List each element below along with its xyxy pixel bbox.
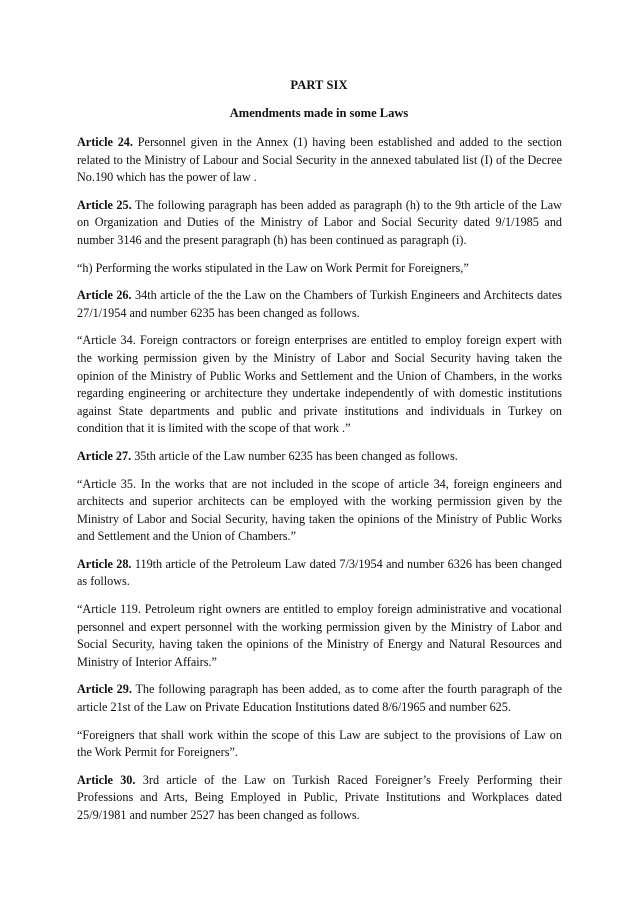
paragraph-article-28 bbox=[77, 556, 562, 591]
paragraph-text: The following paragraph has been added, as to come after the fourth paragraph of the article 21st of the Law on Private Education Institutions dated 8/6/1965 and number 625. bbox=[77, 682, 562, 715]
paragraph-text: “Foreigners that shall work within the scope of this Law are subject to the provisions of Law on the Work Permit for Foreigners”. bbox=[77, 727, 562, 760]
article-label: Article 27. bbox=[77, 448, 132, 463]
document-body bbox=[77, 134, 562, 825]
paragraph-text: 35th article of the Law number 6235 has been changed as follows. bbox=[131, 448, 458, 463]
section-title: Amendments made in some Laws bbox=[229, 106, 409, 120]
paragraph-article-24 bbox=[77, 134, 562, 187]
quoted-foreigners-provision bbox=[77, 727, 562, 762]
quoted-article-35 bbox=[77, 476, 562, 546]
paragraph-text: “Article 34. Foreign contractors or foreign enterprises are entitled to employ foreign expert with the working permission given by the Ministry of Labor and Social Security having taken the opinion of the Ministry of Public Works and Settlement and the Union of Chambers, in the works regarding engineering or architecture they undertake independently of with domestic institutions against State departments and public and private institutions and individuals in Turkey on condition that it is limited with the scope of that work .” bbox=[77, 333, 562, 436]
quoted-paragraph-h bbox=[77, 260, 562, 278]
paragraph-article-25 bbox=[77, 197, 562, 250]
paragraph-text: “Article 119. Petroleum right owners are entitled to employ foreign administrative and vocational personnel and expert personnel with the working permission given by the Ministry of Labor and Social Security, having taken the opinions of the Ministry of Energy and Natural Resources and Ministry of Interior Affairs.” bbox=[77, 602, 562, 669]
paragraph-text: Personnel given in the Annex (1) having been established and added to the section related to the Ministry of Labour and Social Security in the annexed tabulated list (I) of the Decree No.190 which has the power of law . bbox=[77, 135, 562, 185]
paragraph-article-27 bbox=[77, 448, 562, 466]
article-label: Article 28. bbox=[77, 556, 132, 571]
paragraph-article-30 bbox=[77, 772, 562, 825]
paragraph-article-29 bbox=[77, 681, 562, 716]
paragraph-text: The following paragraph has been added as paragraph (h) to the 9th article of the Law on Organization and Duties of the Ministry of Labor and Social Security dated 9/1/1985 and number 3146 and the present paragraph (h) has been continued as paragraph (i). bbox=[77, 197, 562, 247]
article-label: Article 26. bbox=[77, 288, 132, 303]
article-label: Article 29. bbox=[77, 682, 132, 697]
paragraph-text: “h) Performing the works stipulated in the Law on Work Permit for Foreigners,” bbox=[77, 260, 469, 275]
article-label: Article 24. bbox=[77, 135, 133, 149]
quoted-article-34 bbox=[77, 332, 562, 438]
quoted-article-119 bbox=[77, 601, 562, 671]
article-label: Article 30. bbox=[77, 772, 136, 787]
part-title: PART SIX bbox=[290, 78, 348, 92]
paragraph-text: 34th article of the the Law on the Chambers of Turkish Engineers and Architects dates 27/1/1954 and number 6235 has been changed as follows. bbox=[77, 288, 562, 320]
paragraph-text: 3rd article of the Law on Turkish Raced Foreigner’s Freely Performing their Professions and Arts, Being Employed in Public, Private Institutions and Workplaces dated 25/9/1981 and number 2527 has been changed as follows. bbox=[77, 772, 562, 822]
paragraph-text: “Article 35. In the works that are not included in the scope of article 34, foreign engineers and architects and superior architects can be employed with the working permission given by the Ministry of Labor and Social Security, having taken the opinions of the Ministry of Public Works and Settlement and the Union of Chambers.” bbox=[77, 476, 562, 544]
paragraph-article-26 bbox=[77, 287, 562, 322]
article-label: Article 25. bbox=[77, 197, 132, 212]
paragraph-text: 119th article of the Petroleum Law dated 7/3/1954 and number 6326 has been changed as follows. bbox=[77, 556, 562, 589]
